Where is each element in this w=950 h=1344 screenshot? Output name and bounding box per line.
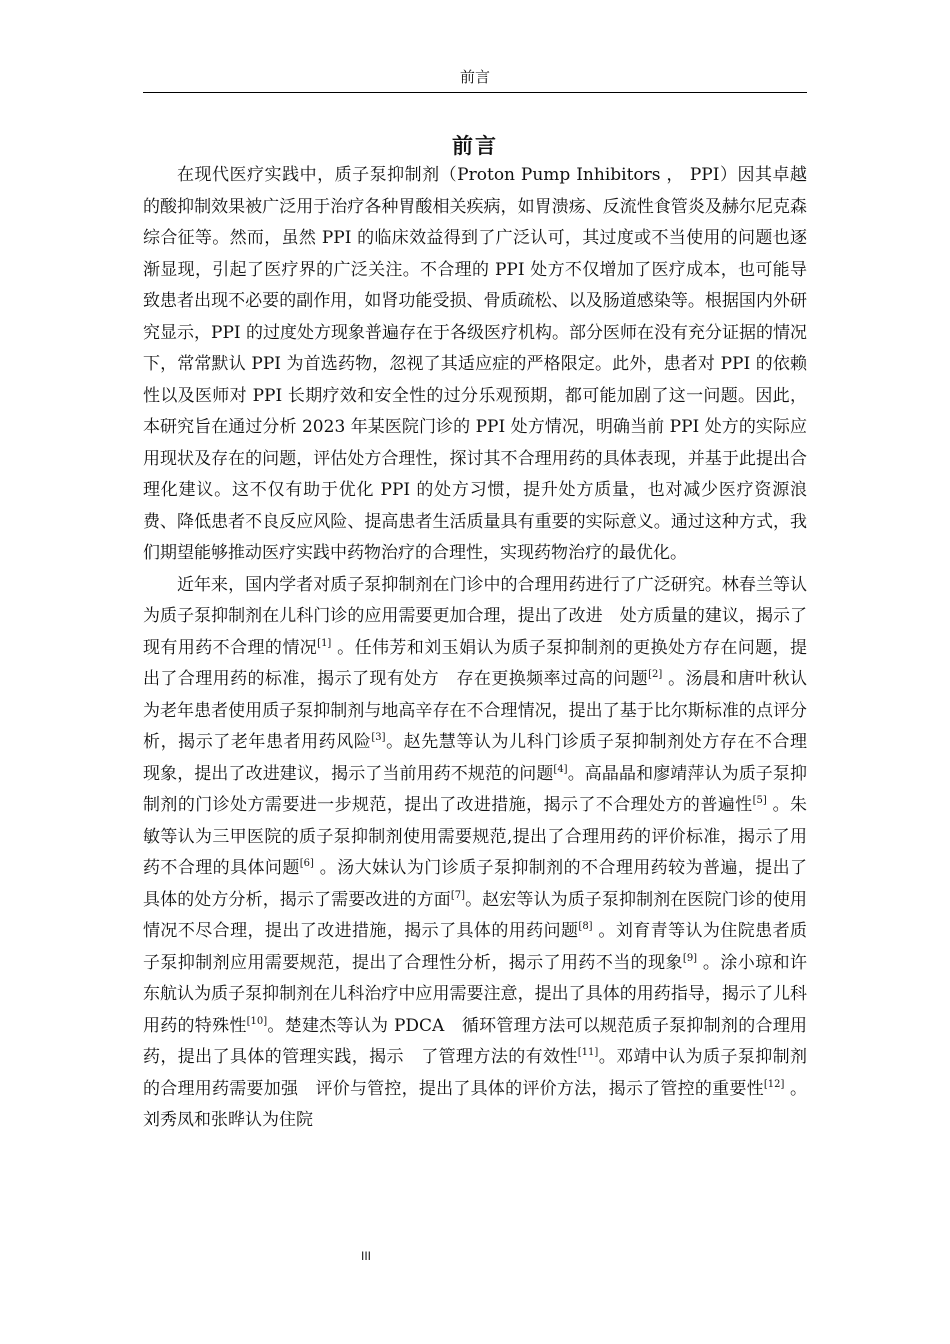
text-run: 。朱敏等认为三甲医院的质子泵抑制剂使用需要规范,提出了合理用药的评价标准，揭示了用药不合理的具体问题 (143, 795, 808, 878)
text-run: 。汤大妹认为门诊质子泵抑制剂的不合理用药较为普遍，提出了具体的处方分析，揭示了需要改进的方面 (143, 858, 808, 910)
citation-marker: [2] (648, 669, 663, 680)
citation-marker: [3] (371, 732, 386, 743)
citation-marker: [5] (752, 795, 767, 806)
text-run: 。汤晨和唐叶秋认为老年患者使用质子泵抑制剂与地高辛存在不合理情况，提出了基于比尔斯标准的点评分析，揭示了老年患者用药风险 (143, 669, 808, 752)
text-run: 。赵先慧等认为儿科门诊质子泵抑制剂处方存在不合理 现象，提出了改进建议，揭示了当前用药不规范的问题 (143, 732, 825, 784)
body-text (143, 160, 825, 1137)
text-run: 。高晶晶和廖靖萍认为质子泵抑制剂的门诊处方需要进一步规范，提出了改进措施，揭示了不合理处方的普遍性 (143, 763, 808, 815)
text-run: 。涂小琼和许东航认为质子泵抑制剂在儿科治疗中应用需要注意，提出了具体的用药指导，揭示了儿科用药的特殊性 (143, 952, 807, 1036)
text-run: 在现代医疗实践中，质子泵抑制剂（Proton Pump Inhibitors ， PPI）因其卓越的酸抑制效果被广泛用于治疗各种胃酸相关疾病，如胃溃疡、反流性食管炎及赫尔尼克森综合征等。然而，虽然 PPI 的临床效益得到了广泛认可，其过度或不当使用的问题也逐渐显现，引起了医疗界的广泛关注。不合理的 PPI 处方不仅增加了医疗成本，也可能导致患者出现不必要的副作用，如肾功能受损、骨质疏松、以及肠道感染等。根据国内外研究显示，PPI 的过度处方现象普遍存在于各级医疗机构。部分医师在没有充分证据的情况下，常常默认 PPI 为首选药物，忽视了其适应症的严格限定。此外，患者对 PPI 的依赖性以及医师对 PPI 长期疗效和安全性的过分乐观预期，都可能加剧了这一问题。因此，本研究旨在通过分析 2023 年某医院门诊的 PPI 处方情况，明确当前 PPI 处方的实际应用现状及存在的问题，评估处方合理性，探讨其不合理用药的具体表现，并基于此提出合理化建议。这不仅有助于优化 PPI 的处方习惯，提升处方质量，也对减少医疗资源浪费、降低患者不良反应风险、提高患者生活质量具有重要的实际意义。通过这种方式，我们期望能够推动医疗实践中药物治疗的合理性，实现药物治疗的最优化。 (143, 165, 807, 563)
citation-marker: [11] (577, 1047, 599, 1058)
text-run: 。楚建杰等认为 PDCA 循环管理方法可以规范质子泵抑制剂的合理用药，提出了具体的管理实践，揭示 了管理方法的有效性 (143, 1015, 807, 1067)
text-run: 。邓靖中认为质子泵抑制剂的合理用药需要加强 评价与管控，提出了具体的评价方法，揭示了管控的重要性 (143, 1047, 808, 1099)
page-number: III (360, 1249, 371, 1263)
citation-marker: [1] (317, 637, 332, 649)
citation-marker: [9] (682, 952, 698, 964)
paragraph (143, 570, 825, 1137)
citation-marker: [4] (553, 763, 568, 775)
text-run: 。刘秀凤和张晔认为住院 (143, 1078, 808, 1130)
citation-marker: [7] (450, 889, 465, 901)
section-title: 前言 (452, 133, 498, 158)
header-rule (143, 92, 807, 93)
citation-marker: [6] (299, 858, 314, 869)
text-run: 。赵宏等认为质子泵抑制剂在医院门诊的使用情况不尽合理，提出了改进措施，揭示了具体的用药问题 (143, 889, 807, 941)
text-run: 近年来，国内学者对质子泵抑制剂在门诊中的合理用药进行了广泛研究。林春兰等认为质子泵抑制剂在儿科门诊的应用需要更加合理，提出了改进 处方质量的建议，揭示了现有用药不合理的情况 (143, 574, 807, 658)
citation-marker: [10] (246, 1015, 268, 1027)
text-run: 。刘育青等认为住院患者质子泵抑制剂应用需要规范，提出了合理性分析，揭示了用药不当的现象 (143, 921, 807, 973)
text-run: 。任伟芳和刘玉娟认为质子泵抑制剂的更换处方存在问题，提出了合理用药的标准，揭示了现有处方 存在更换频率过高的问题 (143, 637, 808, 689)
citation-marker: [8] (578, 921, 593, 932)
citation-marker: [12] (763, 1078, 785, 1090)
running-header: 前言 (459, 68, 490, 86)
paragraph (143, 160, 807, 570)
